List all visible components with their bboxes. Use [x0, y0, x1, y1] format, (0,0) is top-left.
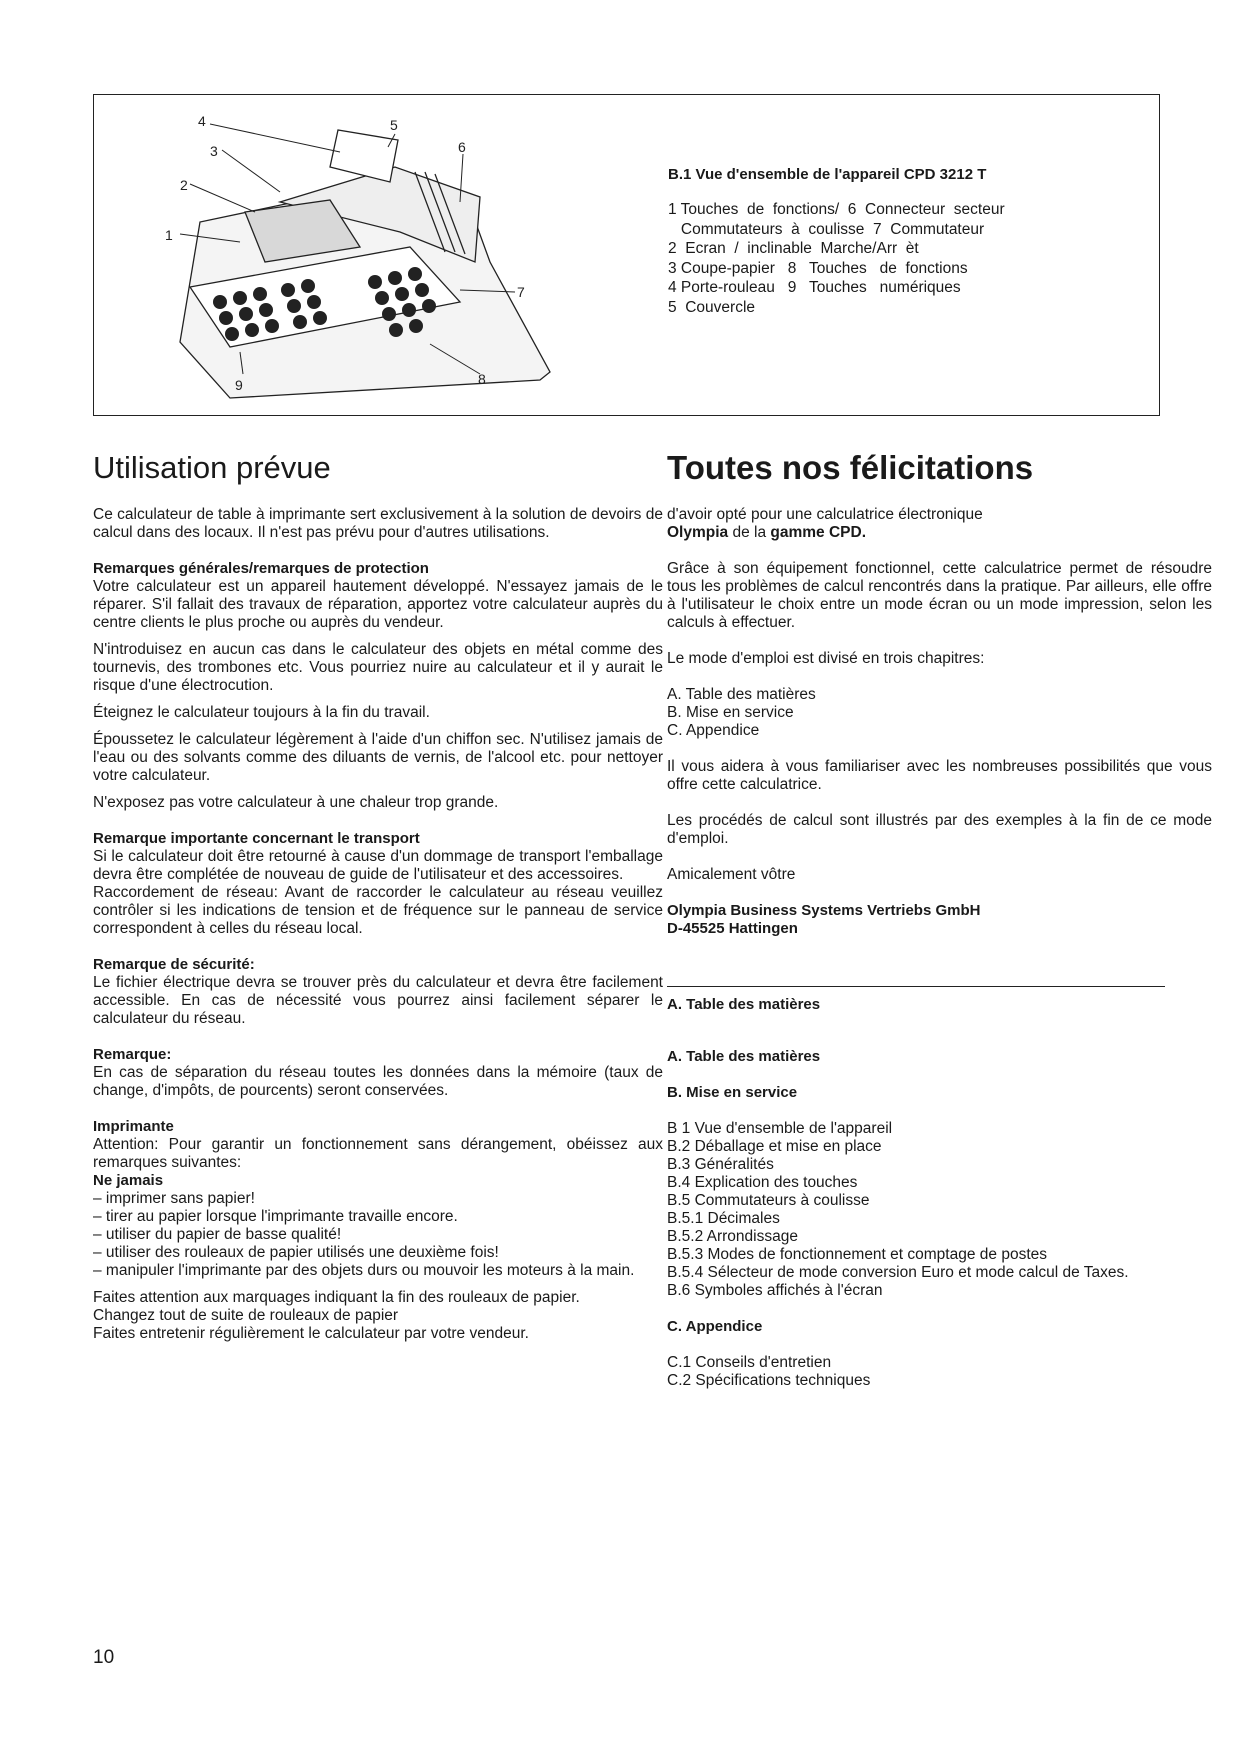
- protection-paragraph: Votre calculateur est un appareil hautement développé. N'essayez jamais de le réparer. S'il fallait des travaux de réparation, apportez votre calculateur auprès du centre clients le plus proche ou auprès du vendeur.: [93, 578, 663, 631]
- figure-caption: [668, 166, 1088, 318]
- toc-item: B.4 Explication des touches: [667, 1174, 858, 1191]
- safety-paragraph: Le fichier électrique devra se trouver près du calculateur et devra être facilement accessible. En cas de nécessité vous pourrez ainsi facilement séparer le calculateur du réseau.: [93, 974, 663, 1027]
- brand-name: Olympia: [667, 524, 729, 541]
- never-list-item: – manipuler l'imprimante par des objets durs ou mouvoir les moteurs à la main.: [93, 1262, 635, 1279]
- toc-heading: A. Table des matières: [667, 996, 821, 1013]
- divided-paragraph: Le mode d'emploi est divisé en trois chapitres:: [667, 650, 985, 667]
- transport-paragraph: Raccordement de réseau: Avant de raccorder le calculateur au réseau veuillez contrôler si les indications de tension et de fréquence sur le panneau de service correspondent à celles du réseau local.: [93, 884, 663, 937]
- never-list-item: – imprimer sans papier!: [93, 1190, 255, 1207]
- figure-caption-line: 1 Touches de fonctions/ 6 Connecteur secteur: [668, 201, 1005, 218]
- closing-paragraph: Faites attention aux marquages indiquant la fin des rouleaux de papier.: [93, 1289, 580, 1306]
- chapter-item: B. Mise en service: [667, 704, 794, 721]
- chapter-item: C. Appendice: [667, 722, 760, 739]
- figure-caption-line: 4 Porte-rouleau 9 Touches numériques: [668, 279, 961, 297]
- note-paragraph: En cas de séparation du réseau toutes les données dans la mémoire (taux de change, d'impôts, de pourcents) seront conservées.: [93, 1064, 663, 1099]
- toc-section-c: C. Appendice: [667, 1318, 763, 1335]
- figure-caption-line: 2 Ecran / inclinable Marche/Arr èt: [668, 240, 919, 258]
- protection-paragraph: N'exposez pas votre calculateur à une chaleur trop grande.: [93, 794, 499, 811]
- printer-paragraph: Attention: Pour garantir un fonctionnement sans dérangement, obéissez aux remarques suivantes:: [93, 1136, 663, 1171]
- never-heading: Ne jamais: [93, 1172, 164, 1189]
- callout-9: 9: [235, 377, 243, 393]
- company-name: Olympia Business Systems Vertriebs GmbH: [667, 902, 981, 919]
- callout-7: 7: [517, 284, 525, 300]
- figure-caption-line: 3 Coupe-papier 8 Touches de fonctions: [668, 259, 968, 277]
- callout-2: 2: [180, 177, 188, 193]
- callout-8: 8: [478, 371, 486, 387]
- page-number: 10: [93, 1647, 115, 1668]
- protection-heading: Remarques générales/remarques de protection: [93, 560, 429, 577]
- figure-caption-title: B.1 Vue d'ensemble de l'appareil CPD 3212 T: [668, 166, 987, 183]
- protection-paragraph: N'introduisez en aucun cas dans le calculateur des objets en métal comme des tournevis, des trombones etc. Vous pourriez nuire au calculateur et il y aurait le risque d'une électrocution.: [93, 641, 663, 694]
- toc-item: B.5.2 Arrondissage: [667, 1228, 798, 1245]
- right-column: [667, 448, 1212, 1390]
- left-column: [93, 448, 663, 1343]
- safety-heading: Remarque de sécurité:: [93, 956, 255, 973]
- chapter-item: A. Table des matières: [667, 686, 816, 703]
- callout-5: 5: [390, 117, 398, 133]
- toc-item: B.5.3 Modes de fonctionnement et comptage de postes: [667, 1246, 1047, 1263]
- toc-item: B 1 Vue d'ensemble de l'appareil: [667, 1120, 893, 1137]
- intro-connector: de la: [728, 524, 771, 541]
- intro-paragraph: Ce calculateur de table à imprimante sert exclusivement à la solution de devoirs de calcul dans des locaux. Il n'est pas prévu pour d'autres utilisations.: [93, 506, 663, 541]
- toc-item: C.2 Spécifications techniques: [667, 1372, 871, 1389]
- callout-3: 3: [210, 143, 218, 159]
- callout-6: 6: [458, 139, 466, 155]
- printer-heading: Imprimante: [93, 1118, 174, 1135]
- toc-item: B.5.4 Sélecteur de mode conversion Euro et mode calcul de Taxes.: [667, 1264, 1129, 1281]
- section-title-felicitations: Toutes nos félicitations: [667, 449, 1034, 486]
- closing-paragraph: Changez tout de suite de rouleaux de papier: [93, 1307, 399, 1324]
- section-divider: [667, 986, 1165, 987]
- company-city: D-45525 Hattingen: [667, 920, 798, 937]
- range-name: gamme CPD.: [770, 524, 867, 541]
- transport-heading: Remarque importante concernant le transport: [93, 830, 420, 847]
- protection-paragraph: Époussetez le calculateur légèrement à l'aide d'un chiffon sec. N'utilisez jamais de l'eau ou des solvants comme des diluants de vernis, de l'alcool etc. pour nettoyer votre calculateur.: [93, 731, 663, 784]
- protection-paragraph: Éteignez le calculateur toujours à la fin du travail.: [93, 704, 430, 721]
- figure-caption-line: Commutateurs à coulisse 7 Commutateur: [668, 220, 985, 238]
- toc-section-a: A. Table des matières: [667, 1048, 821, 1065]
- section-title-utilisation: Utilisation prévue: [93, 450, 331, 485]
- callout-4: 4: [198, 113, 206, 129]
- callout-1: 1: [165, 227, 173, 243]
- examples-paragraph: Les procédés de calcul sont illustrés par des exemples à la fin de ce mode d'emploi.: [667, 812, 1212, 847]
- toc-item: B.5.1 Décimales: [667, 1210, 780, 1227]
- toc-item: B.5 Commutateurs à coulisse: [667, 1192, 870, 1209]
- never-list-item: – tirer au papier lorsque l'imprimante travaille encore.: [93, 1208, 458, 1225]
- never-list-item: – utiliser des rouleaux de papier utilisés une deuxième fois!: [93, 1244, 499, 1261]
- note-heading: Remarque:: [93, 1046, 172, 1063]
- toc-item: B.6 Symboles affichés à l'écran: [667, 1282, 883, 1299]
- toc-item: C.1 Conseils d'entretien: [667, 1354, 832, 1371]
- toc-item: B.2 Déballage et mise en place: [667, 1138, 882, 1155]
- toc-b-list: [667, 1120, 1212, 1300]
- equipment-paragraph: Grâce à son équipement fonctionnel, cette calculatrice permet de résoudre tous les problèmes de calcul rencontrés dans la pratique. Par ailleurs, elle offre à l'utilisateur le choix entre un mode écran ou un mode impression, selon les calculs à effectuer.: [667, 560, 1212, 631]
- toc-item: B.3 Généralités: [667, 1156, 774, 1173]
- never-list-item: – utiliser du papier de basse qualité!: [93, 1226, 342, 1243]
- transport-paragraph: Si le calculateur doit être retourné à cause d'un dommage de transport l'emballage devra être complétée de nouveau de guide de l'utilisateur et des accessoires.: [93, 848, 663, 883]
- greeting: Amicalement vôtre: [667, 866, 796, 883]
- toc-section-b: B. Mise en service: [667, 1084, 798, 1101]
- help-paragraph: Il vous aidera à vous familiariser avec les nombreuses possibilités que vous offre cette calculatrice.: [667, 758, 1212, 793]
- closing-paragraph: Faites entretenir régulièrement le calculateur par votre vendeur.: [93, 1325, 529, 1342]
- intro-line-brand: [667, 524, 1212, 542]
- figure-caption-line: 5 Couvercle: [668, 298, 756, 316]
- intro-line: d'avoir opté pour une calculatrice électronique: [667, 506, 983, 523]
- calculator-drawing: [160, 112, 560, 402]
